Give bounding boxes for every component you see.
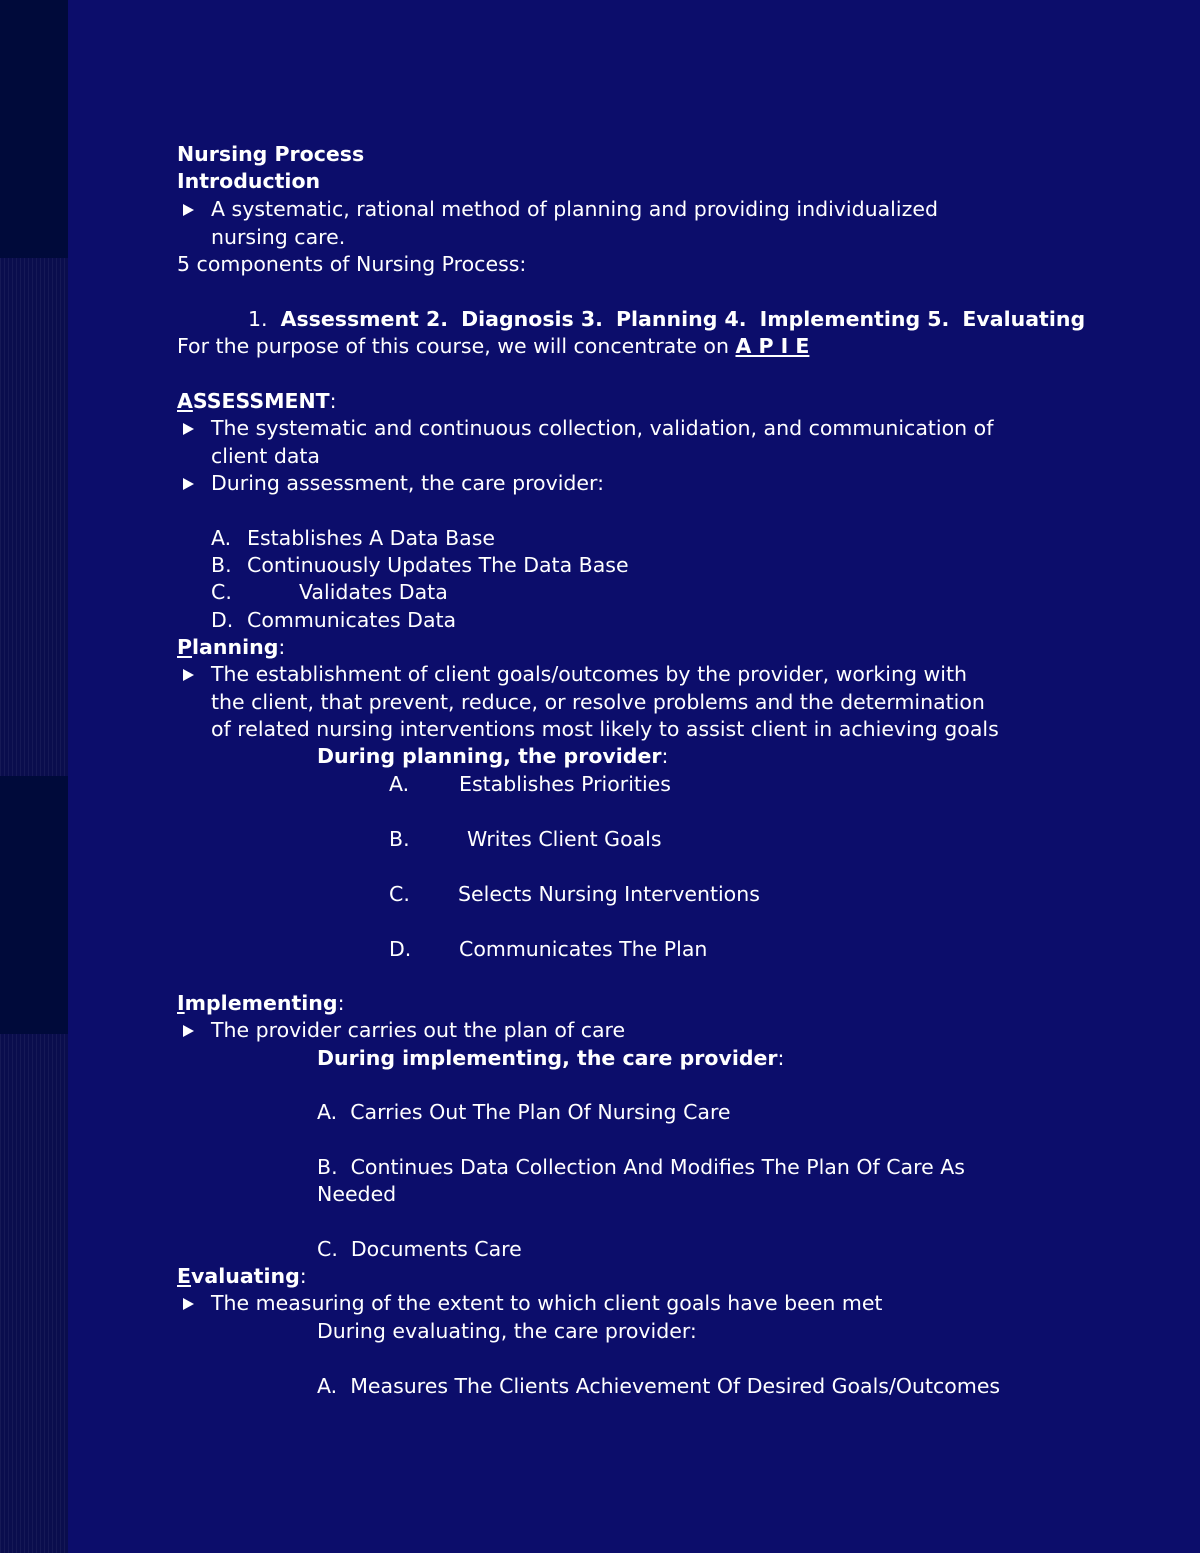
planning-bullet-line-2: the client, that prevent, reduce, or resolve problems and the determination	[211, 690, 985, 714]
assessment-item-d: Communicates Data	[247, 608, 457, 632]
implementing-during-text: During implementing, the care provider	[317, 1046, 778, 1070]
intro-bullet-line-2: nursing care.	[211, 225, 346, 249]
bullet-arrow-icon	[183, 478, 194, 490]
purpose-emphasis: A P I E	[735, 334, 810, 358]
assessment-item-a-letter: A.	[211, 526, 232, 550]
implementing-during-colon: :	[777, 1046, 785, 1070]
planning-heading	[177, 634, 285, 661]
purpose-text: For the purpose of this course, we will concentrate on	[177, 334, 729, 358]
planning-heading-rest: lanning	[192, 635, 279, 659]
evaluating-heading-initial: E	[177, 1264, 192, 1288]
assessment-item-b: Continuously Updates The Data Base	[247, 553, 629, 577]
implementing-item-b-line-2: Needed	[317, 1182, 397, 1206]
component-num-1: 1.	[248, 307, 268, 331]
components-list	[248, 306, 1085, 333]
planning-item-b-letter: B.	[389, 827, 410, 851]
implementing-heading-colon: :	[337, 991, 345, 1015]
implementing-during	[317, 1045, 784, 1072]
evaluating-bullet-1: The measuring of the extent to which client goals have been met	[211, 1291, 883, 1315]
planning-item-a: Establishes Priorities	[459, 772, 671, 796]
implementing-item-a: A. Carries Out The Plan Of Nursing Care	[317, 1100, 731, 1124]
assessment-bullet-1-line-1: The systematic and continuous collection, validation, and communication of	[211, 416, 994, 440]
component-4: Implementing 5.	[759, 307, 950, 331]
evaluating-during: During evaluating, the care provider:	[317, 1319, 697, 1343]
planning-item-d-letter: D.	[389, 937, 412, 961]
implementing-heading-initial: I	[177, 991, 185, 1015]
assessment-heading-colon: :	[329, 389, 337, 413]
implementing-item-c: C. Documents Care	[317, 1237, 522, 1261]
assessment-item-a: Establishes A Data Base	[247, 526, 496, 550]
planning-item-b: Writes Client Goals	[467, 827, 662, 851]
planning-during-text: During planning, the provider	[317, 744, 662, 768]
component-2: Diagnosis 3.	[461, 307, 603, 331]
planning-item-a-letter: A.	[389, 772, 410, 796]
bullet-arrow-icon	[183, 669, 194, 681]
bullet-arrow-icon	[183, 204, 194, 216]
planning-during-colon: :	[661, 744, 669, 768]
evaluating-heading	[177, 1263, 307, 1290]
evaluating-heading-colon: :	[299, 1264, 307, 1288]
implementing-heading-rest: mplementing	[184, 991, 338, 1015]
intro-bullet-line-1: A systematic, rational method of planning and providing individualized	[211, 197, 938, 221]
assessment-heading	[177, 388, 337, 415]
implementing-item-b-line-1: B. Continues Data Collection And Modifies The Plan Of Care As	[317, 1155, 965, 1179]
evaluating-heading-rest: valuating	[191, 1264, 300, 1288]
planning-bullet-line-3: of related nursing interventions most likely to assist client in achieving goals	[211, 717, 999, 741]
planning-bullet-line-1: The establishment of client goals/outcomes by the provider, working with	[211, 662, 967, 686]
assessment-item-d-letter: D.	[211, 608, 234, 632]
assessment-bullet-2: During assessment, the care provider:	[211, 471, 605, 495]
bullet-arrow-icon	[183, 423, 194, 435]
planning-heading-colon: :	[278, 635, 286, 659]
component-5: Evaluating	[962, 307, 1086, 331]
bullet-arrow-icon	[183, 1298, 194, 1310]
components-label: 5 components of Nursing Process:	[177, 252, 527, 276]
page-title: Nursing Process	[177, 142, 365, 166]
implementing-bullet-1: The provider carries out the plan of care	[211, 1018, 626, 1042]
component-1: Assessment 2.	[280, 307, 449, 331]
planning-item-c: Selects Nursing Interventions	[458, 882, 760, 906]
intro-heading: Introduction	[177, 169, 321, 193]
purpose-line	[177, 333, 809, 360]
assessment-item-b-letter: B.	[211, 553, 232, 577]
assessment-bullet-1-line-2: client data	[211, 444, 320, 468]
evaluating-item-a: A. Measures The Clients Achievement Of Desired Goals/Outcomes	[317, 1374, 1001, 1398]
assessment-heading-initial: A	[177, 389, 193, 413]
planning-during	[317, 743, 668, 770]
assessment-heading-rest: SSESSMENT	[192, 389, 330, 413]
bullet-arrow-icon	[183, 1025, 194, 1037]
planning-heading-initial: P	[177, 635, 193, 659]
component-3: Planning 4.	[616, 307, 747, 331]
implementing-heading	[177, 990, 344, 1017]
planning-item-c-letter: C.	[389, 882, 410, 906]
planning-item-d: Communicates The Plan	[459, 937, 708, 961]
assessment-item-c-letter: C.	[211, 580, 232, 604]
assessment-item-c: Validates Data	[299, 580, 448, 604]
